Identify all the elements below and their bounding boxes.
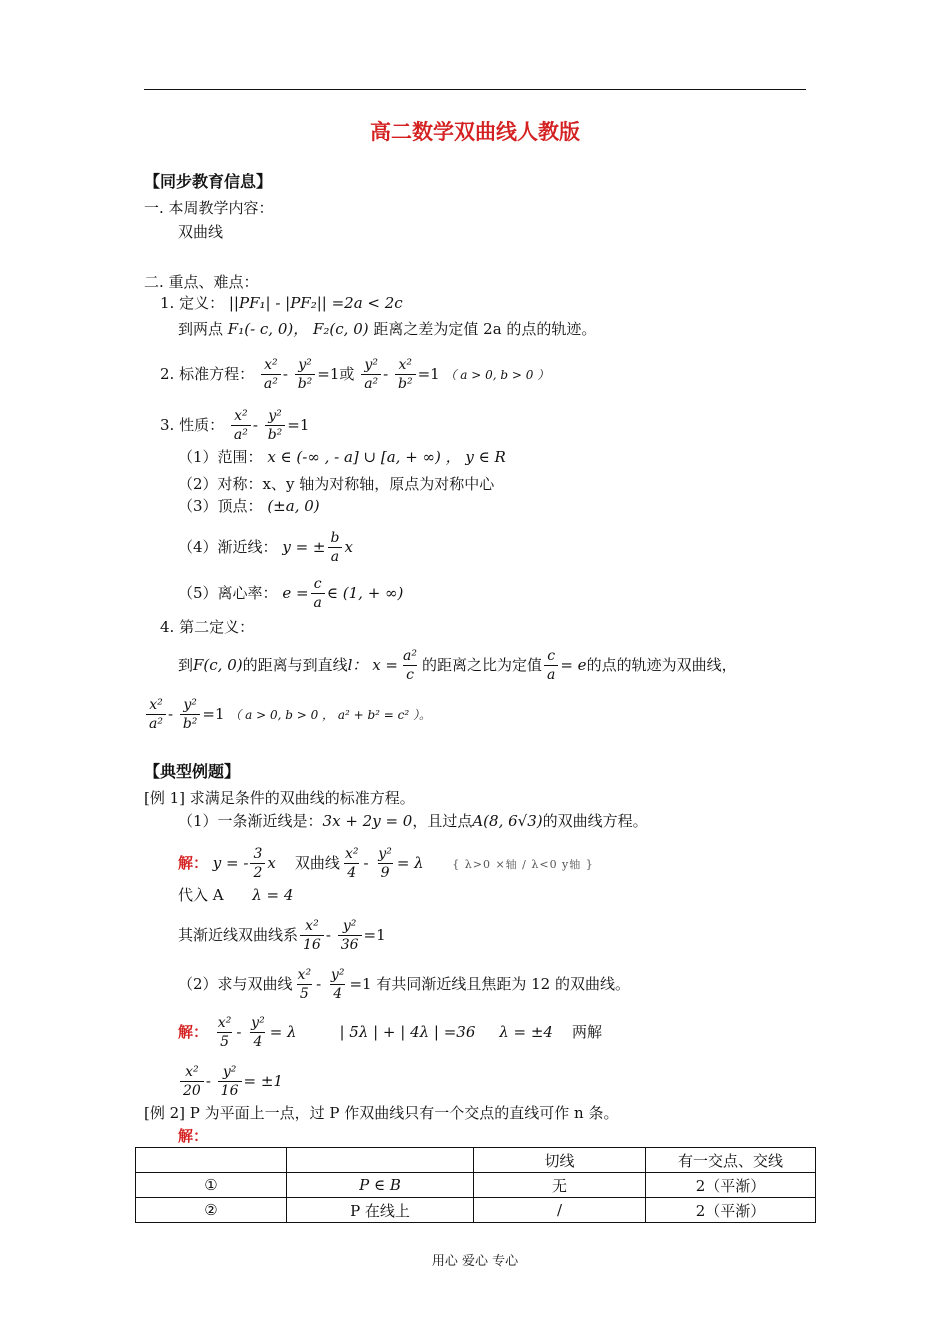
fraction: $\frac{\text{x²}}{\text{a²}}$ — [261, 357, 281, 393]
range-label: （1）范围： — [178, 448, 263, 466]
standard-equation: 2. 标准方程： $\frac{\text{x²}}{\text{a²}}$ - $\frac{\text{y²}}{\text{b²}}$ =1或 $\frac{\text{y²}}{\text{a²}}$ - $\frac{\text{x²}}{\text{b²}}$ =1 （ a > 0, b > 0 ） — [160, 357, 550, 392]
directrix: l： x = — [347, 656, 398, 674]
point-a: A(8, 6√3) — [472, 812, 543, 830]
fraction: $\frac{3}{2}$ — [250, 846, 265, 882]
def1-text-b: 距离之差为定值 2a 的点的轨迹。 — [373, 320, 597, 338]
definition-1-text — [178, 319, 596, 339]
solution-table — [135, 1147, 816, 1223]
eccentricity-label: （5）离心率： — [178, 584, 278, 602]
asymptote-post: x — [344, 538, 353, 556]
second-def-condition: （ a > 0, b > 0 ， a² + b² = c² ）。 — [229, 708, 432, 722]
definition-1 — [160, 293, 403, 313]
second-definition-equation: $\frac{\text{x²}}{\text{a²}}$ - $\frac{\text{y²}}{\text{b²}}$ =1 （ a > 0, b > 0 ， a² + b² = c² ）。 — [144, 697, 431, 733]
page-title: 高二数学双曲线人教版 — [370, 120, 580, 144]
example-1-solution-1: 解： y = - $\frac{3}{2}$ x 双曲线 $\frac{\text{x²}}{4}$ - $\frac{\text{y²}}{9}$ = λ { λ>0 ×轴 / λ<0 y轴 } — [178, 846, 594, 881]
section-heading-examples: 【典型例题】 — [144, 762, 241, 781]
eccentricity-post: ∈ (1, + ∞) — [326, 584, 404, 602]
fraction: $\frac{\text{x²}}{\text{a²}}$ — [231, 408, 251, 444]
fraction: $\frac{\text{y²}}{\text{b²}}$ — [180, 697, 201, 733]
table-header-cell — [136, 1148, 287, 1173]
fraction: $\frac{\text{x²}}{16}$ — [300, 918, 324, 954]
example-1-question-2: （2）求与双曲线 $\frac{\text{x²}}{5}$ - $\frac{\text{y²}}{4}$ =1 有共同渐近线且焦距为 12 的双曲线。 — [178, 967, 630, 1002]
fraction: $\frac{\text{x²}}{\text{a²}}$ — [146, 697, 166, 733]
def1-text-a: 到两点 — [178, 320, 224, 338]
fraction: $\frac{b}{a}$ — [327, 530, 342, 566]
fraction: $\frac{\text{x²}}{20}$ — [180, 1064, 204, 1100]
table-cell: P 在线上 — [287, 1198, 474, 1223]
asymptote-pre: y = ± — [282, 538, 326, 556]
std-eq-condition: （ a > 0, b > 0 ） — [444, 368, 550, 382]
example-1-substitute: 代入 A λ = 4 — [178, 886, 294, 904]
focus-point: F(c, 0) — [193, 656, 243, 674]
table-cell: / — [474, 1198, 646, 1223]
table-cell: 2（平渐） — [646, 1173, 816, 1198]
table-cell: P ∈ B — [287, 1173, 474, 1198]
table-cell: ② — [136, 1198, 287, 1223]
fraction: $\frac{\text{y²}}{\text{b²}}$ — [265, 408, 286, 444]
example-2-statement: [例 2] P 为平面上一点，过 P 作双曲线只有一个交点的直线可作 n 条。 — [144, 1104, 619, 1122]
header-rule — [144, 89, 806, 90]
fraction: $\frac{\text{a²}}{c}$ — [403, 648, 417, 683]
fraction: $\frac{\text{x²}}{5}$ — [217, 1015, 232, 1050]
table-cell: 2（平渐） — [646, 1198, 816, 1223]
section-heading-sync: 【同步教育信息】 — [144, 172, 273, 191]
def1-points: F₁(- c, 0)， F₂(c, 0) — [227, 320, 369, 338]
fraction: $\frac{c}{a}$ — [311, 576, 325, 612]
vertex-formula: (±a, 0) — [267, 497, 320, 515]
table-cell: ① — [136, 1173, 287, 1198]
def1-label: 1. 定义： — [160, 294, 225, 312]
solution-label: 解： — [178, 1127, 209, 1145]
item-1-heading: 一. 本周教学内容： — [144, 199, 274, 217]
example-1-system: 其渐近线双曲线系 $\frac{\text{x²}}{16}$ - $\frac{\text{y²}}{36}$ =1 — [178, 918, 386, 953]
property-eccentricity — [178, 576, 403, 612]
example-1-solution-2: 解： $\frac{\text{x²}}{5}$ - $\frac{\text{y²}}{4}$ = λ | 5λ | + | 4λ | =36 λ = ±4 两解 — [178, 1015, 603, 1050]
fraction: $\frac{\text{y²}}{16}$ — [218, 1064, 242, 1100]
example-1-statement: [例 1] 求满足条件的双曲线的标准方程。 — [144, 789, 415, 807]
table-header-cell: 有一交点、交线 — [646, 1148, 816, 1173]
or-text: 或 — [339, 365, 355, 383]
blurred-cases: { λ>0 ×轴 / λ<0 y轴 } — [452, 858, 594, 871]
range-formula: x ∈ (-∞ , - a] ∪ [a, + ∞) ， y ∈ R — [267, 448, 506, 466]
solution-label: 解： — [178, 1023, 209, 1041]
vertex-label: （3）顶点： — [178, 497, 263, 515]
table-cell: 无 — [474, 1173, 646, 1198]
property-label: 3. 性质： — [160, 416, 225, 434]
fraction: $\frac{\text{x²}}{4}$ — [344, 846, 359, 881]
property-vertex — [178, 496, 320, 516]
example-1-question-1: （1）一条渐近线是：3x + 2y = 0，且过点A(8, 6√3)的双曲线方程。 — [178, 812, 648, 830]
example-1-result: $\frac{\text{x²}}{20}$ - $\frac{\text{y²}}{16}$ = ±1 — [178, 1064, 283, 1100]
fraction: $\frac{\text{y²}}{\text{a²}}$ — [361, 357, 381, 393]
fraction: $\frac{\text{y²}}{4}$ — [251, 1015, 265, 1050]
second-definition-heading: 4. 第二定义： — [160, 618, 255, 636]
table-row — [136, 1198, 816, 1223]
fraction: $\frac{\text{y²}}{\text{b²}}$ — [295, 357, 316, 393]
eccentricity-pre: e = — [282, 584, 309, 602]
def1-formula: ||PF₁| - |PF₂|| =2a < 2c — [228, 294, 403, 312]
fraction: $\frac{\text{y²}}{36}$ — [338, 918, 362, 954]
fraction: $\frac{\text{y²}}{4}$ — [330, 967, 345, 1002]
item-1-content: 双曲线 — [178, 223, 224, 241]
property-equation: 3. 性质： $\frac{\text{x²}}{\text{a²}}$ - $\frac{\text{y²}}{\text{b²}}$ =1 — [160, 408, 310, 443]
asymptote-label: （4）渐近线： — [178, 538, 278, 556]
second-definition-text: 到F(c, 0)的距离与到直线l： x = $\frac{\text{a²}}{c}$ 的距离之比为定值 $\frac{c}{a}$ = e的点的轨迹为双曲线， — [178, 648, 737, 683]
table-header-cell: 切线 — [474, 1148, 646, 1173]
std-eq-label: 2. 标准方程： — [160, 365, 255, 383]
fraction: $\frac{\text{x²}}{\text{b²}}$ — [395, 357, 416, 393]
table-header-row — [136, 1148, 816, 1173]
property-range — [178, 447, 506, 467]
item-2-heading: 二. 重点、难点： — [144, 273, 259, 291]
asymptote-line-eq: 3x + 2y = 0 — [322, 812, 413, 830]
table-row — [136, 1173, 816, 1198]
solution-label: 解： — [178, 854, 209, 872]
property-symmetry: （2）对称：x、y 轴为对称轴，原点为对称中心 — [178, 475, 495, 493]
fraction: $\frac{\text{x²}}{5}$ — [297, 967, 312, 1002]
fraction: $\frac{c}{a}$ — [544, 648, 558, 684]
property-asymptote — [178, 530, 353, 566]
table-header-cell — [287, 1148, 474, 1173]
fraction: $\frac{\text{y²}}{9}$ — [378, 846, 392, 881]
page-footer: 用心 爱心 专心 — [431, 1254, 519, 1269]
